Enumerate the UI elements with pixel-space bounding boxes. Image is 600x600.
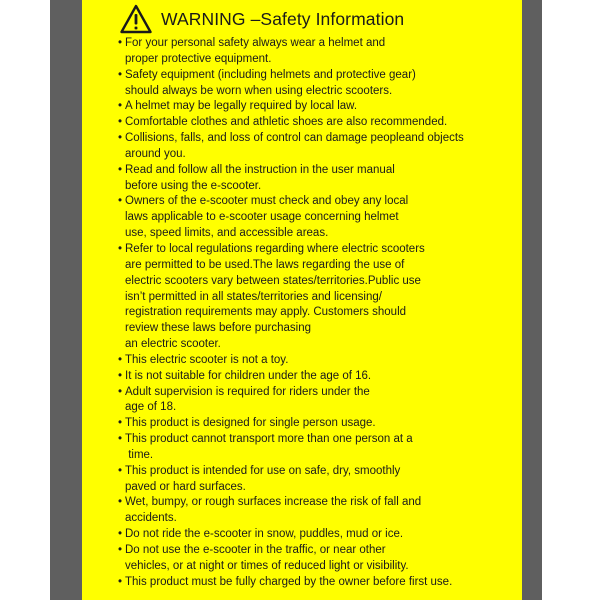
safety-list bbox=[118, 36, 518, 591]
list-item bbox=[118, 495, 518, 527]
list-item bbox=[118, 416, 518, 432]
list-item bbox=[118, 385, 518, 417]
bullet: • bbox=[118, 100, 123, 113]
list-item bbox=[118, 432, 518, 464]
list-item bbox=[118, 194, 518, 242]
list-item bbox=[118, 369, 518, 385]
list-item-text: This product is intended for use on safe, dry, smoothly paved or hard surfaces. bbox=[125, 464, 401, 493]
title-row bbox=[120, 3, 404, 35]
list-item bbox=[118, 242, 518, 353]
bullet: • bbox=[118, 544, 123, 556]
page-title: WARNING –Safety Information bbox=[161, 8, 405, 29]
bullet: • bbox=[118, 68, 123, 81]
list-item-text: Do not use the e-scooter in the traffic, or near other vehicles, or at night or times of reduced light or visibility. bbox=[125, 544, 409, 572]
list-item-text: Adult supervision is required for riders under the age of 18. bbox=[125, 385, 370, 414]
bullet: • bbox=[118, 116, 123, 129]
bullet: • bbox=[118, 433, 123, 446]
list-item-text: It is not suitable for children under the age of 16. bbox=[125, 369, 372, 382]
warning-triangle-icon bbox=[120, 4, 152, 34]
list-item-text: For your personal safety always wear a helmet and proper protective equipment. bbox=[125, 37, 386, 65]
bullet: • bbox=[118, 464, 123, 477]
list-item-text: Collisions, falls, and loss of control can damage peopleand objects around you. bbox=[125, 132, 464, 160]
list-item bbox=[118, 36, 518, 68]
bullet: • bbox=[118, 195, 123, 208]
list-item-text: Do not ride the e-scooter in snow, puddles, mud or ice. bbox=[125, 528, 404, 541]
list-item bbox=[118, 163, 518, 195]
bullet: • bbox=[118, 37, 123, 49]
bullet: • bbox=[118, 353, 123, 366]
list-item bbox=[118, 68, 518, 100]
bullet: • bbox=[118, 163, 123, 176]
list-item-text: This product is designed for single person usage. bbox=[125, 417, 376, 430]
list-item bbox=[118, 115, 518, 131]
safety-label bbox=[82, 0, 522, 600]
bullet: • bbox=[118, 417, 123, 430]
list-item-text: Wet, bumpy, or rough surfaces increase the risk of fall and accidents. bbox=[125, 496, 422, 525]
list-item-text: Refer to local regulations regarding where electric scooters are permitted to be used.The laws regarding the use of electric scooters vary between states/territories.Public use isn’t permitted in all states/territories and licensing/ registration requirements may apply. Customers should review these laws before purchasing an electric scooter. bbox=[125, 242, 425, 351]
list-item bbox=[118, 464, 518, 496]
list-item-text: Safety equipment (including helmets and protective gear) should always be worn when using electric scooters. bbox=[125, 68, 416, 97]
list-item-text: Read and follow all the instruction in the user manual before using the e-scooter. bbox=[125, 163, 395, 192]
list-item-text: This product must be fully charged by the owner before first use. bbox=[125, 575, 453, 588]
list-item bbox=[118, 575, 518, 591]
list-item-text: A helmet may be legally required by local law. bbox=[125, 100, 358, 113]
list-item-text: Comfortable clothes and athletic shoes are also recommended. bbox=[125, 116, 448, 129]
list-item bbox=[118, 131, 518, 163]
bullet: • bbox=[118, 242, 123, 255]
list-item-text: Owners of the e-scooter must check and obey any local laws applicable to e-scooter usage concerning helmet use, speed limits, and accessible areas. bbox=[125, 195, 409, 240]
list-item bbox=[118, 543, 518, 575]
bullet: • bbox=[118, 385, 123, 398]
bullet: • bbox=[118, 496, 123, 509]
bullet: • bbox=[118, 369, 123, 382]
bullet: • bbox=[118, 575, 123, 588]
list-item bbox=[118, 527, 518, 543]
bullet: • bbox=[118, 132, 123, 145]
list-item bbox=[118, 353, 518, 369]
list-item-text: This electric scooter is not a toy. bbox=[125, 353, 289, 366]
bullet: • bbox=[118, 528, 123, 541]
list-item-text: This product cannot transport more than one person at a time. bbox=[125, 433, 413, 461]
list-item bbox=[118, 99, 518, 115]
